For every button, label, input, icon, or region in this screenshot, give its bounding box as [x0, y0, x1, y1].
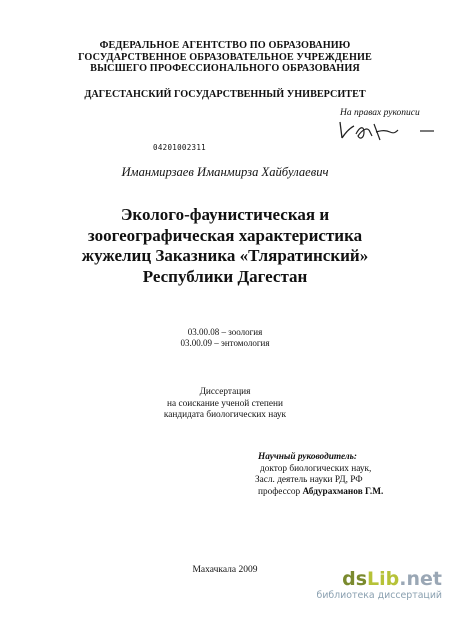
city-year: Махачкала 2009 — [192, 565, 258, 575]
specialty-codes — [0, 327, 450, 349]
catalog-code: 04201002311 — [153, 143, 206, 152]
dslib-logo — [282, 569, 442, 589]
university-name: ДАГЕСТАНСКИЙ ГОСУДАРСТВЕННЫЙ УНИВЕРСИТЕТ — [84, 89, 366, 100]
dissertation-title — [0, 205, 450, 287]
specialty-line: 03.00.08 – зоология — [187, 327, 263, 337]
logo-part: ds — [342, 568, 368, 590]
title-line: жужелиц Заказника «Тляратинский» — [81, 246, 369, 265]
agency-block — [0, 40, 450, 75]
author-name: Иманмирзаев Иманмирза Хайбулаевич — [121, 165, 329, 179]
title-line: Эколого-фаунистическая и — [120, 205, 330, 224]
rights-note: На правах рукописи — [340, 108, 420, 118]
agency-line: ФЕДЕРАЛЬНОЕ АГЕНТСТВО ПО ОБРАЗОВАНИЮ — [99, 40, 351, 51]
handwritten-signature — [336, 118, 446, 144]
agency-line: ГОСУДАРСТВЕННОЕ ОБРАЗОВАТЕЛЬНОЕ УЧРЕЖДЕНИЕ — [78, 51, 372, 63]
degree-line: кандидата биологических наук — [163, 410, 287, 420]
title-line: Республики Дагестан — [142, 266, 308, 286]
supervisor-rank: профессор — [258, 486, 303, 497]
degree-line: на соискание ученой степени — [167, 398, 283, 409]
specialty-line: 03.00.09 – энтомология — [180, 338, 270, 348]
title-line: зоогеографическая характеристика — [87, 225, 363, 245]
degree-line: Диссертация — [199, 387, 251, 397]
agency-line: ВЫСШЕГО ПРОФЕССИОНАЛЬНОГО ОБРАЗОВАНИЯ — [90, 63, 360, 75]
supervisor-heading: Научный руководитель — [258, 452, 354, 462]
degree-statement — [0, 387, 450, 422]
logo-part: Lib — [367, 568, 400, 590]
watermark — [282, 569, 442, 601]
supervisor-title: Засл. деятель науки РД, РФ — [255, 475, 363, 485]
logo-part: .net — [399, 568, 442, 590]
supervisor-degree: доктор биологических наук, — [260, 463, 372, 474]
watermark-tagline: библиотека диссертаций — [316, 590, 442, 601]
supervisor-block: Научный руководитель: доктор биологических наук, Засл. деятель науки РД, РФ профессор Абдурахманов Г.М. — [255, 452, 384, 497]
supervisor-name: Абдурахманов Г.М. — [302, 486, 384, 497]
